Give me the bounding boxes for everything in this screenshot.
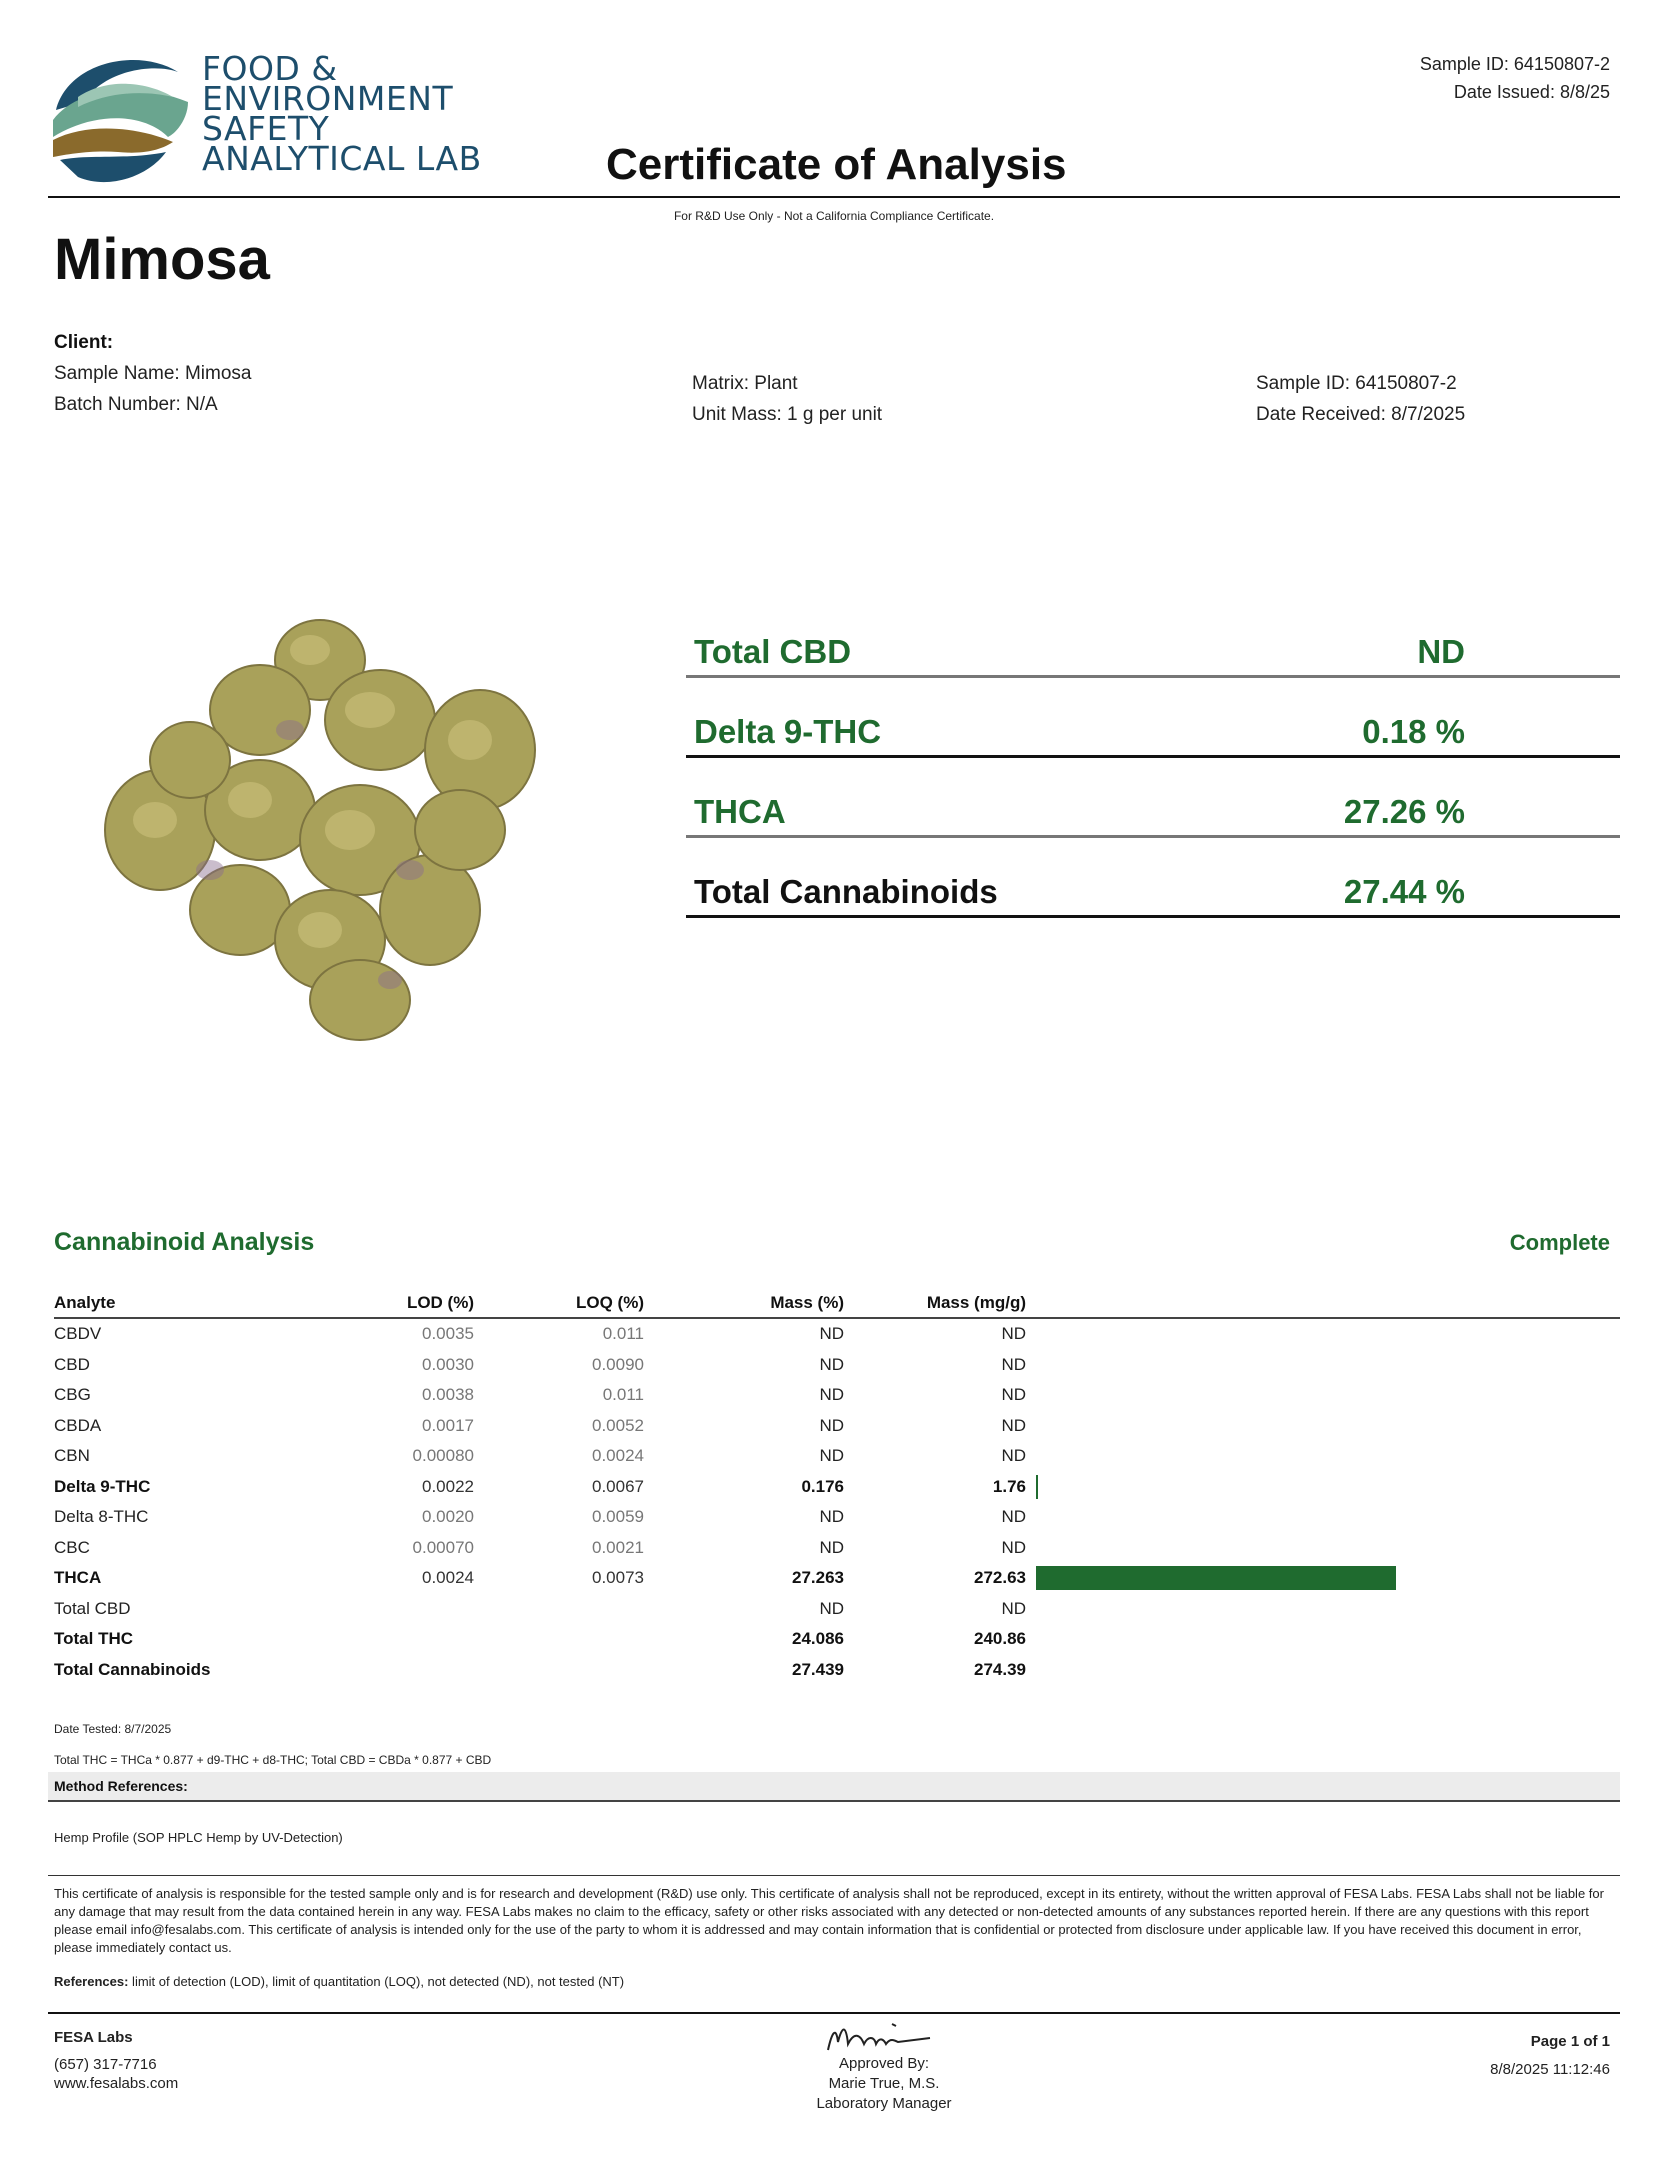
loq-cell: 0.0059 [592, 1507, 644, 1527]
potency-summary [686, 598, 1620, 918]
client-block [54, 327, 251, 420]
mass-mg-cell: ND [1001, 1598, 1026, 1618]
approver-title: Laboratory Manager [816, 2095, 952, 2112]
lod-cell: 0.0020 [422, 1507, 474, 1527]
receipt-block [1256, 368, 1465, 430]
analysis-title: Cannabinoid Analysis [54, 1228, 315, 1256]
table-row [54, 1350, 1620, 1381]
footer-page-info [1490, 2028, 1610, 2084]
document-title: Certificate of Analysis [606, 140, 1067, 189]
header-sample-id: Sample ID: 64150807-2 [1419, 54, 1610, 74]
client-sample-id: Sample ID: 64150807-2 [1256, 373, 1457, 394]
mass-mg-cell: ND [1001, 1385, 1026, 1405]
page-number: Page 1 of 1 [1530, 2033, 1610, 2050]
analyte-cell: CBDA [54, 1415, 102, 1435]
bar-cell [1026, 1472, 1620, 1503]
summary-value: 27.26 % [1343, 793, 1465, 830]
summary-row-total-cannabinoids [686, 838, 1620, 918]
mass-pct-cell: ND [819, 1354, 844, 1374]
batch-number: Batch Number: N/A [54, 394, 218, 415]
summary-label: Delta 9-THC [694, 713, 882, 750]
loq-cell: 0.0024 [592, 1446, 644, 1466]
table-row [54, 1533, 1620, 1564]
mass-pct-cell: ND [819, 1598, 844, 1618]
logo-emblem-icon [51, 45, 191, 185]
loq-cell: 0.0090 [592, 1354, 644, 1374]
loq-cell: 0.0073 [592, 1568, 644, 1588]
table-row [54, 1563, 1620, 1594]
mass-mg-cell: ND [1001, 1354, 1026, 1374]
bar-cell [1026, 1441, 1620, 1472]
loq-cell [474, 1594, 644, 1625]
mass-mg-cell: ND [1001, 1324, 1026, 1344]
bar-cell [1026, 1624, 1620, 1655]
lod-cell: 0.00080 [412, 1446, 474, 1466]
unit-mass: Unit Mass: 1 g per unit [692, 404, 883, 425]
loq-cell: 0.0021 [592, 1537, 644, 1557]
lod-cell: 0.0038 [422, 1385, 474, 1405]
references-text: limit of detection (LOD), limit of quantitation (LOQ), not detected (ND), not tested (NT) [128, 1974, 625, 1989]
analyte-cell: CBDV [54, 1324, 102, 1344]
header-date-issued: Date Issued: 8/8/25 [1453, 82, 1610, 102]
column-header: LOQ (%) [474, 1290, 644, 1318]
lod-cell: 0.0022 [422, 1476, 474, 1496]
header-meta [1420, 50, 1610, 106]
summary-value: ND [1417, 633, 1465, 670]
table-row [54, 1472, 1620, 1503]
company-phone: (657) 317-7716 [54, 2056, 157, 2073]
rd-disclaimer: For R&D Use Only - Not a California Compliance Certificate. [673, 209, 995, 223]
lod-cell: 0.0035 [422, 1324, 474, 1344]
table-row [54, 1411, 1620, 1442]
lod-cell: 0.00070 [412, 1537, 474, 1557]
table-row [54, 1441, 1620, 1472]
table-header [54, 1290, 1620, 1318]
mass-mg-cell: 240.86 [974, 1629, 1026, 1649]
method-text: Hemp Profile (SOP HPLC Hemp by UV-Detection) [54, 1830, 343, 1845]
bar-cell [1026, 1380, 1620, 1411]
analyte-cell: Delta 8-THC [54, 1507, 149, 1527]
analyte-cell: CBC [54, 1537, 90, 1557]
analyte-cell: Delta 9-THC [54, 1476, 151, 1496]
mass-mg-cell: ND [1001, 1446, 1026, 1466]
loq-cell: 0.011 [602, 1324, 644, 1344]
mass-mg-cell: 274.39 [974, 1659, 1026, 1679]
method-references-header [48, 1772, 1620, 1802]
logo-line: ANALYTICAL LAB [202, 139, 482, 178]
mass-mg-cell: ND [1001, 1537, 1026, 1557]
logo-line: ENVIRONMENT [202, 79, 454, 118]
loq-cell: 0.0052 [592, 1415, 644, 1435]
matrix-block [692, 368, 882, 430]
summary-label: Total Cannabinoids [694, 873, 998, 910]
mass-pct-cell: ND [819, 1324, 844, 1344]
mass-mg-cell: ND [1001, 1507, 1026, 1527]
legal-rule [48, 1875, 1620, 1876]
matrix: Matrix: Plant [692, 373, 798, 394]
lod-cell: 0.0030 [422, 1354, 474, 1374]
approved-by-label: Approved By: [838, 2055, 930, 2072]
table-row [54, 1502, 1620, 1533]
logo-line: SAFETY [202, 109, 330, 148]
bar-cell [1026, 1655, 1620, 1686]
mass-mg-cell: 1.76 [992, 1476, 1026, 1496]
analysis-status: Complete [1509, 1230, 1610, 1255]
lod-cell: 0.0024 [422, 1568, 474, 1588]
mass-pct-cell: 0.176 [801, 1476, 844, 1496]
analyte-cell: Total CBD [54, 1598, 131, 1618]
mass-bar [1036, 1566, 1396, 1590]
summary-row-thca [686, 758, 1620, 838]
table-row [54, 1380, 1620, 1411]
analyte-cell: CBG [54, 1385, 91, 1405]
bar-cell [1026, 1563, 1620, 1594]
summary-row-delta9 [686, 678, 1620, 758]
client-label: Client: [54, 332, 114, 353]
summary-value: 0.18 % [1362, 713, 1465, 750]
table-row [54, 1318, 1620, 1350]
lod-cell [354, 1655, 474, 1686]
date-received: Date Received: 8/7/2025 [1256, 404, 1466, 425]
references-label: References: [54, 1974, 129, 1989]
mass-pct-cell: ND [819, 1537, 844, 1557]
report-timestamp: 8/8/2025 11:12:46 [1490, 2061, 1610, 2078]
signature-icon [820, 2012, 960, 2060]
mass-mg-cell: ND [1001, 1415, 1026, 1435]
mass-mg-cell: 272.63 [974, 1568, 1026, 1588]
analyte-cell: CBN [54, 1446, 90, 1466]
loq-cell [474, 1655, 644, 1686]
product-name: Mimosa [54, 227, 270, 292]
approver-name: Marie True, M.S. [828, 2075, 940, 2092]
mass-pct-cell: ND [819, 1415, 844, 1435]
mass-pct-cell: ND [819, 1446, 844, 1466]
loq-cell [474, 1624, 644, 1655]
company-name: FESA Labs [54, 2029, 133, 2046]
table-row [54, 1594, 1620, 1625]
analyte-cell: CBD [54, 1354, 90, 1374]
analyte-cell: THCA [54, 1568, 102, 1588]
column-header: Analyte [54, 1290, 354, 1318]
footer-approval [734, 2054, 1034, 2114]
date-tested: Date Tested: 8/7/2025 [54, 1722, 172, 1736]
lod-cell [354, 1594, 474, 1625]
summary-row-total-cbd [686, 598, 1620, 678]
analyte-cell: Total Cannabinoids [54, 1659, 211, 1679]
method-heading: Method References: [54, 1778, 188, 1794]
lod-cell: 0.0017 [422, 1415, 474, 1435]
mass-pct-cell: ND [819, 1385, 844, 1405]
bar-cell [1026, 1350, 1620, 1381]
mass-pct-cell: 27.263 [792, 1568, 844, 1588]
footer-company [54, 2028, 178, 2093]
loq-cell: 0.011 [602, 1385, 644, 1405]
mass-pct-cell: 24.086 [792, 1629, 844, 1649]
bar-cell [1026, 1411, 1620, 1442]
column-header: Mass (%) [644, 1290, 844, 1318]
cannabinoid-table [54, 1290, 1620, 1685]
summary-label: THCA [694, 793, 786, 830]
legal-disclaimer: This certificate of analysis is responsible for the tested sample only and is for research and development (R&D) use only. This certificate of analysis shall not be reproduced, except in its entirety, without the written approval of FESA Labs. FESA Labs shall not be liable for any damage that may result from the data contained herein in any way. FESA Labs makes no claim to the efficacy, safety or other risks associated with any detected or non-detected amounts of any substances reported herein. If there are any questions with this report please email info@fesalabs.com. This certificate of analysis is intended only for the use of the party to whom it is addressed and may contain information that is confidential or protected from disclosure under applicable law. If you have received this document in error, please immediately contact us. [54, 1886, 1604, 1955]
mass-pct-cell: ND [819, 1507, 844, 1527]
summary-label: Total CBD [694, 633, 852, 670]
logo-wordmark [202, 49, 482, 178]
column-header-bar [1026, 1290, 1620, 1318]
bar-cell [1026, 1318, 1620, 1350]
mass-bar [1036, 1475, 1038, 1499]
logo-line: FOOD & [202, 49, 338, 88]
product-photo [60, 580, 580, 1060]
table-row [54, 1624, 1620, 1655]
company-website: www.fesalabs.com [54, 2075, 179, 2092]
bar-cell [1026, 1594, 1620, 1625]
column-header: LOD (%) [354, 1290, 474, 1318]
bar-cell [1026, 1502, 1620, 1533]
total-formula: Total THC = THCa * 0.877 + d9-THC + d8-THC; Total CBD = CBDa * 0.877 + CBD [54, 1753, 492, 1767]
references [54, 1974, 624, 1989]
mass-pct-cell: 27.439 [792, 1659, 844, 1679]
analyte-cell: Total THC [54, 1629, 134, 1649]
bar-cell [1026, 1533, 1620, 1564]
table-row [54, 1655, 1620, 1686]
column-header: Mass (mg/g) [844, 1290, 1026, 1318]
sample-name: Sample Name: Mimosa [54, 363, 252, 384]
loq-cell: 0.0067 [592, 1476, 644, 1496]
lod-cell [354, 1624, 474, 1655]
header-rule [48, 196, 1620, 198]
summary-value: 27.44 % [1343, 873, 1465, 910]
